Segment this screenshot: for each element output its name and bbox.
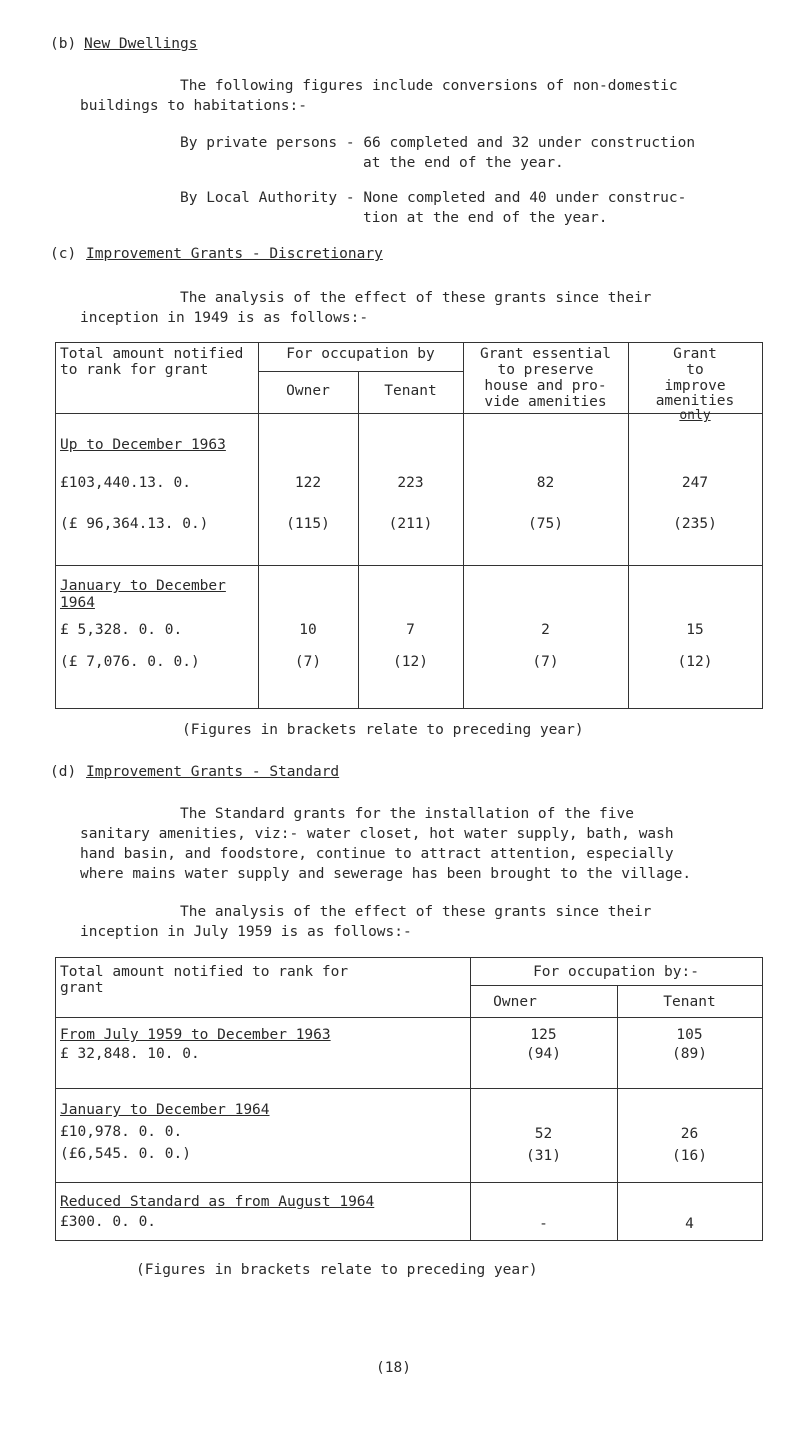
section-d-intro-2: inception in July 1959 is as follows:- [80, 924, 412, 940]
header-owner: Owner [286, 383, 330, 399]
row-1-improve: 247 [681, 475, 709, 491]
section-c-heading: Improvement Grants - Discretionary [86, 246, 383, 262]
row-1-tenant-prev: (211) [388, 516, 433, 532]
header-improve-2: to [686, 362, 704, 378]
section-c-intro-1: The analysis of the effect of these grants since their [180, 290, 652, 306]
header-essential-1: Grant essential [480, 346, 611, 362]
row-2-essential: 2 [541, 622, 550, 638]
row-1-owner-prev: (115) [286, 516, 330, 532]
section-c-intro-2: inception in 1949 is as follows:- [80, 310, 369, 326]
header-essential-2: to preserve [497, 362, 594, 378]
std-row-1-owner-prev: (94) [526, 1046, 561, 1062]
local-authority-line-1: By Local Authority - None completed and 40 under construc- [180, 190, 687, 206]
private-persons-line-2: at the end of the year. [363, 155, 564, 171]
section-d-label: (d) [50, 764, 77, 780]
header-improve-4: amenities [655, 393, 735, 409]
std-row-3-tenant: 4 [685, 1216, 694, 1232]
row-1-essential-prev: (75) [528, 516, 563, 532]
section-d-para-3: hand basin, and foodstore, continue to attract attention, especially [80, 846, 674, 862]
std-row-2-tenant: 26 [680, 1126, 699, 1142]
page-number: (18) [376, 1360, 411, 1376]
header-tenant: Tenant [384, 383, 437, 399]
section-b-intro-2: buildings to habitations:- [80, 98, 307, 114]
header-essential-4: vide amenities [484, 394, 607, 410]
row-2-tenant: 7 [406, 622, 415, 638]
section-b-label: (b) [50, 36, 77, 52]
std-row-3-period: Reduced Standard as from August 1964 [60, 1194, 375, 1210]
row-1-owner: 122 [294, 475, 322, 491]
row-2-improve: 15 [686, 622, 704, 638]
header-improve-5: only [679, 408, 711, 423]
std-row-1-owner: 125 [530, 1027, 557, 1043]
section-d-para-2: sanitary amenities, viz:- water closet, hot water supply, bath, wash [80, 826, 674, 842]
std-header-owner: Owner [493, 994, 537, 1010]
std-row-3-amount: £300. 0. 0. [60, 1214, 157, 1230]
header-improve-1: Grant [673, 346, 717, 362]
std-row-2-amount-prev: (£6,545. 0. 0.) [60, 1146, 191, 1162]
std-row-2-tenant-prev: (16) [672, 1148, 707, 1164]
row-2-tenant-prev: (12) [393, 654, 428, 670]
row-2-period-2: 1964 [60, 595, 95, 611]
section-d-intro-1: The analysis of the effect of these grants since their [180, 904, 652, 920]
row-1-improve-prev: (235) [673, 516, 717, 532]
std-row-1-tenant: 105 [676, 1027, 703, 1043]
row-2-amount-prev: (£ 7,076. 0. 0.) [60, 654, 200, 670]
row-2-owner-prev: (7) [294, 654, 322, 670]
section-d-heading: Improvement Grants - Standard [86, 764, 340, 780]
section-d-para-1: The Standard grants for the installation of the five [180, 806, 634, 822]
std-row-2-period: January to December 1964 [60, 1102, 270, 1118]
std-row-1-amount: £ 32,848. 10. 0. [60, 1046, 200, 1062]
row-1-amount-prev: (£ 96,364.13. 0.) [60, 516, 209, 532]
std-row-2-amount: £10,978. 0. 0. [60, 1124, 183, 1140]
std-row-2-owner-prev: (31) [526, 1148, 561, 1164]
row-2-improve-prev: (12) [677, 654, 713, 670]
std-header-total-2: grant [60, 980, 104, 996]
header-total-amount-2: to rank for grant [60, 362, 209, 378]
row-1-tenant: 223 [397, 475, 424, 491]
section-c-label: (c) [50, 246, 77, 262]
std-row-1-period: From July 1959 to December 1963 [60, 1027, 331, 1043]
section-b-heading: New Dwellings [84, 36, 198, 52]
header-occupation: For occupation by [286, 346, 435, 362]
row-2-amount: £ 5,328. 0. 0. [60, 622, 183, 638]
std-row-2-owner: 52 [534, 1126, 553, 1142]
section-b-intro-1: The following figures include conversions of non-domestic [180, 78, 678, 94]
row-1-amount: £103,440.13. 0. [60, 475, 191, 491]
row-1-period: Up to December 1963 [60, 437, 226, 453]
std-row-3-owner: - [539, 1216, 548, 1232]
section-d-note: (Figures in brackets relate to preceding year) [136, 1262, 538, 1278]
row-2-period-1: January to December [60, 578, 226, 594]
section-c-note: (Figures in brackets relate to preceding year) [182, 722, 584, 738]
header-improve-3: improve [664, 378, 726, 394]
header-essential-3: house and pro- [484, 378, 607, 394]
std-header-occupation: For occupation by:- [533, 964, 699, 980]
std-header-tenant: Tenant [663, 994, 716, 1010]
section-d-para-4: where mains water supply and sewerage has been brought to the village. [80, 866, 692, 882]
header-total-amount-1: Total amount notified [60, 346, 244, 362]
row-1-essential: 82 [536, 475, 555, 491]
row-2-essential-prev: (7) [532, 654, 559, 670]
std-header-total-1: Total amount notified to rank for [60, 964, 349, 980]
local-authority-line-2: tion at the end of the year. [363, 210, 608, 226]
private-persons-line-1: By private persons - 66 completed and 32 under construction [180, 135, 696, 151]
row-2-owner: 10 [299, 622, 317, 638]
std-row-1-tenant-prev: (89) [672, 1046, 707, 1062]
